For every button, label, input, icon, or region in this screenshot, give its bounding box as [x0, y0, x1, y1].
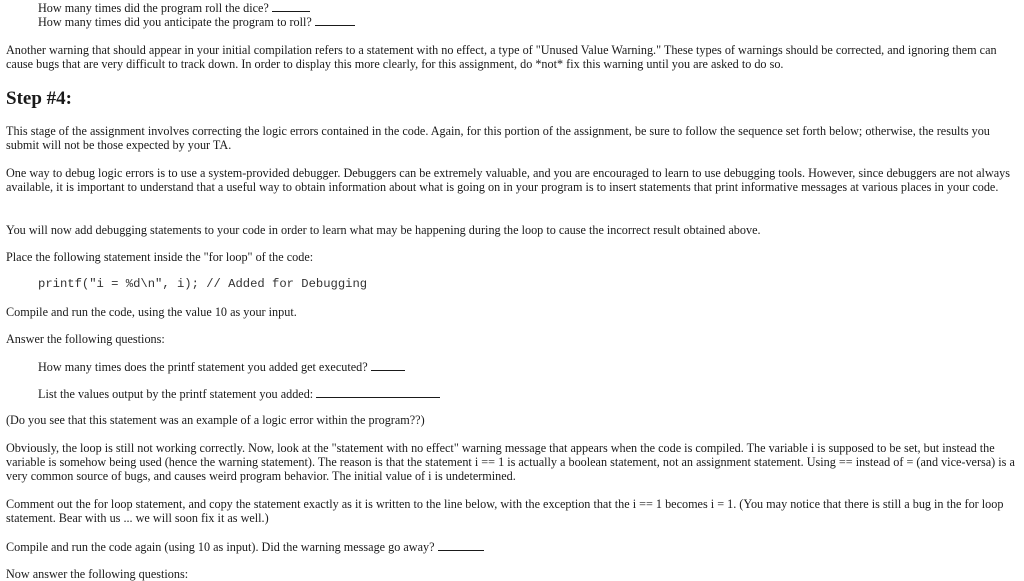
debugger-paragraph: One way to debug logic errors is to use a system-provided debugger. Debuggers can be extremely valuable, and you are encouraged to learn to use debugging tools. However, since debuggers are not always available, it is important to understand that a useful way to obtain information about what is going on in your program is to insert statements that print informative messages at various places in your code. [6, 166, 1010, 194]
comment-out-paragraph: Comment out the for loop statement, and copy the statement exactly as it is written to the line below, with the exception that the i == 1 becomes i = 1. (You may notice that there is still a bug in the for loop statement. Bear with us ... we will soon fix it as well.) [6, 497, 1004, 525]
question-printf-values [38, 386, 440, 401]
question-text: List the values output by the printf statement you added: [38, 387, 314, 401]
place-statement-paragraph: Place the following statement inside the "for loop" of the code: [6, 250, 314, 264]
add-statements-paragraph: You will now add debugging statements to your code in order to learn what may be happening during the loop to cause the incorrect result obtained above. [6, 223, 761, 237]
question-anticipated-rolls [38, 14, 355, 29]
question-dice-rolls [38, 0, 310, 15]
answer-blank[interactable] [438, 539, 484, 551]
answer-questions-label: Answer the following questions: [6, 332, 165, 346]
question-text: How many times does the printf statement you added get executed? [38, 360, 368, 374]
answer-blank[interactable] [272, 0, 310, 12]
answer-blank[interactable] [315, 14, 355, 26]
question-text: Compile and run the code again (using 10 as input). Did the warning message go away? [6, 540, 435, 554]
logic-error-question: (Do you see that this statement was an example of a logic error within the program??) [6, 413, 425, 427]
obviously-paragraph: Obviously, the loop is still not working correctly. Now, look at the "statement with no effect" warning message that appears when the code is compiled. The variable i is supposed to be set, but instead the variable is somehow being used (hence the warning statement). The reason is that the statement i == 1 is actually a boolean statement, not an assignment statement. Using == instead of = (and vice-versa) is a very common source of bugs, and causes weird program behavior. The initial value of i is undetermined. [6, 441, 1015, 483]
answer-blank[interactable] [316, 386, 440, 398]
step-heading: Step #4: [6, 88, 72, 109]
question-text: How many times did you anticipate the program to roll? [38, 15, 312, 29]
warning-paragraph: Another warning that should appear in your initial compilation refers to a statement with no effect, a type of "Unused Value Warning." These types of warnings should be corrected, and ignoring them can cause bugs that are very difficult to track down. In order to display this more clearly, for this assignment, do *not* fix this warning until you are asked to do so. [6, 43, 997, 71]
debug-code-line: printf("i = %d\n", i); // Added for Debugging [38, 277, 368, 291]
compile-again-question [6, 539, 1018, 554]
step-intro-paragraph: This stage of the assignment involves correcting the logic errors contained in the code. Again, for this portion of the assignment, be sure to follow the sequence set forth below; otherwise, the results you submit will not be those expected by your TA. [6, 124, 990, 152]
question-text: How many times did the program roll the dice? [38, 1, 269, 15]
now-answer-label: Now answer the following questions: [6, 567, 189, 581]
answer-blank[interactable] [371, 359, 405, 371]
compile-run-paragraph: Compile and run the code, using the value 10 as your input. [6, 305, 297, 319]
question-printf-count [38, 359, 405, 374]
